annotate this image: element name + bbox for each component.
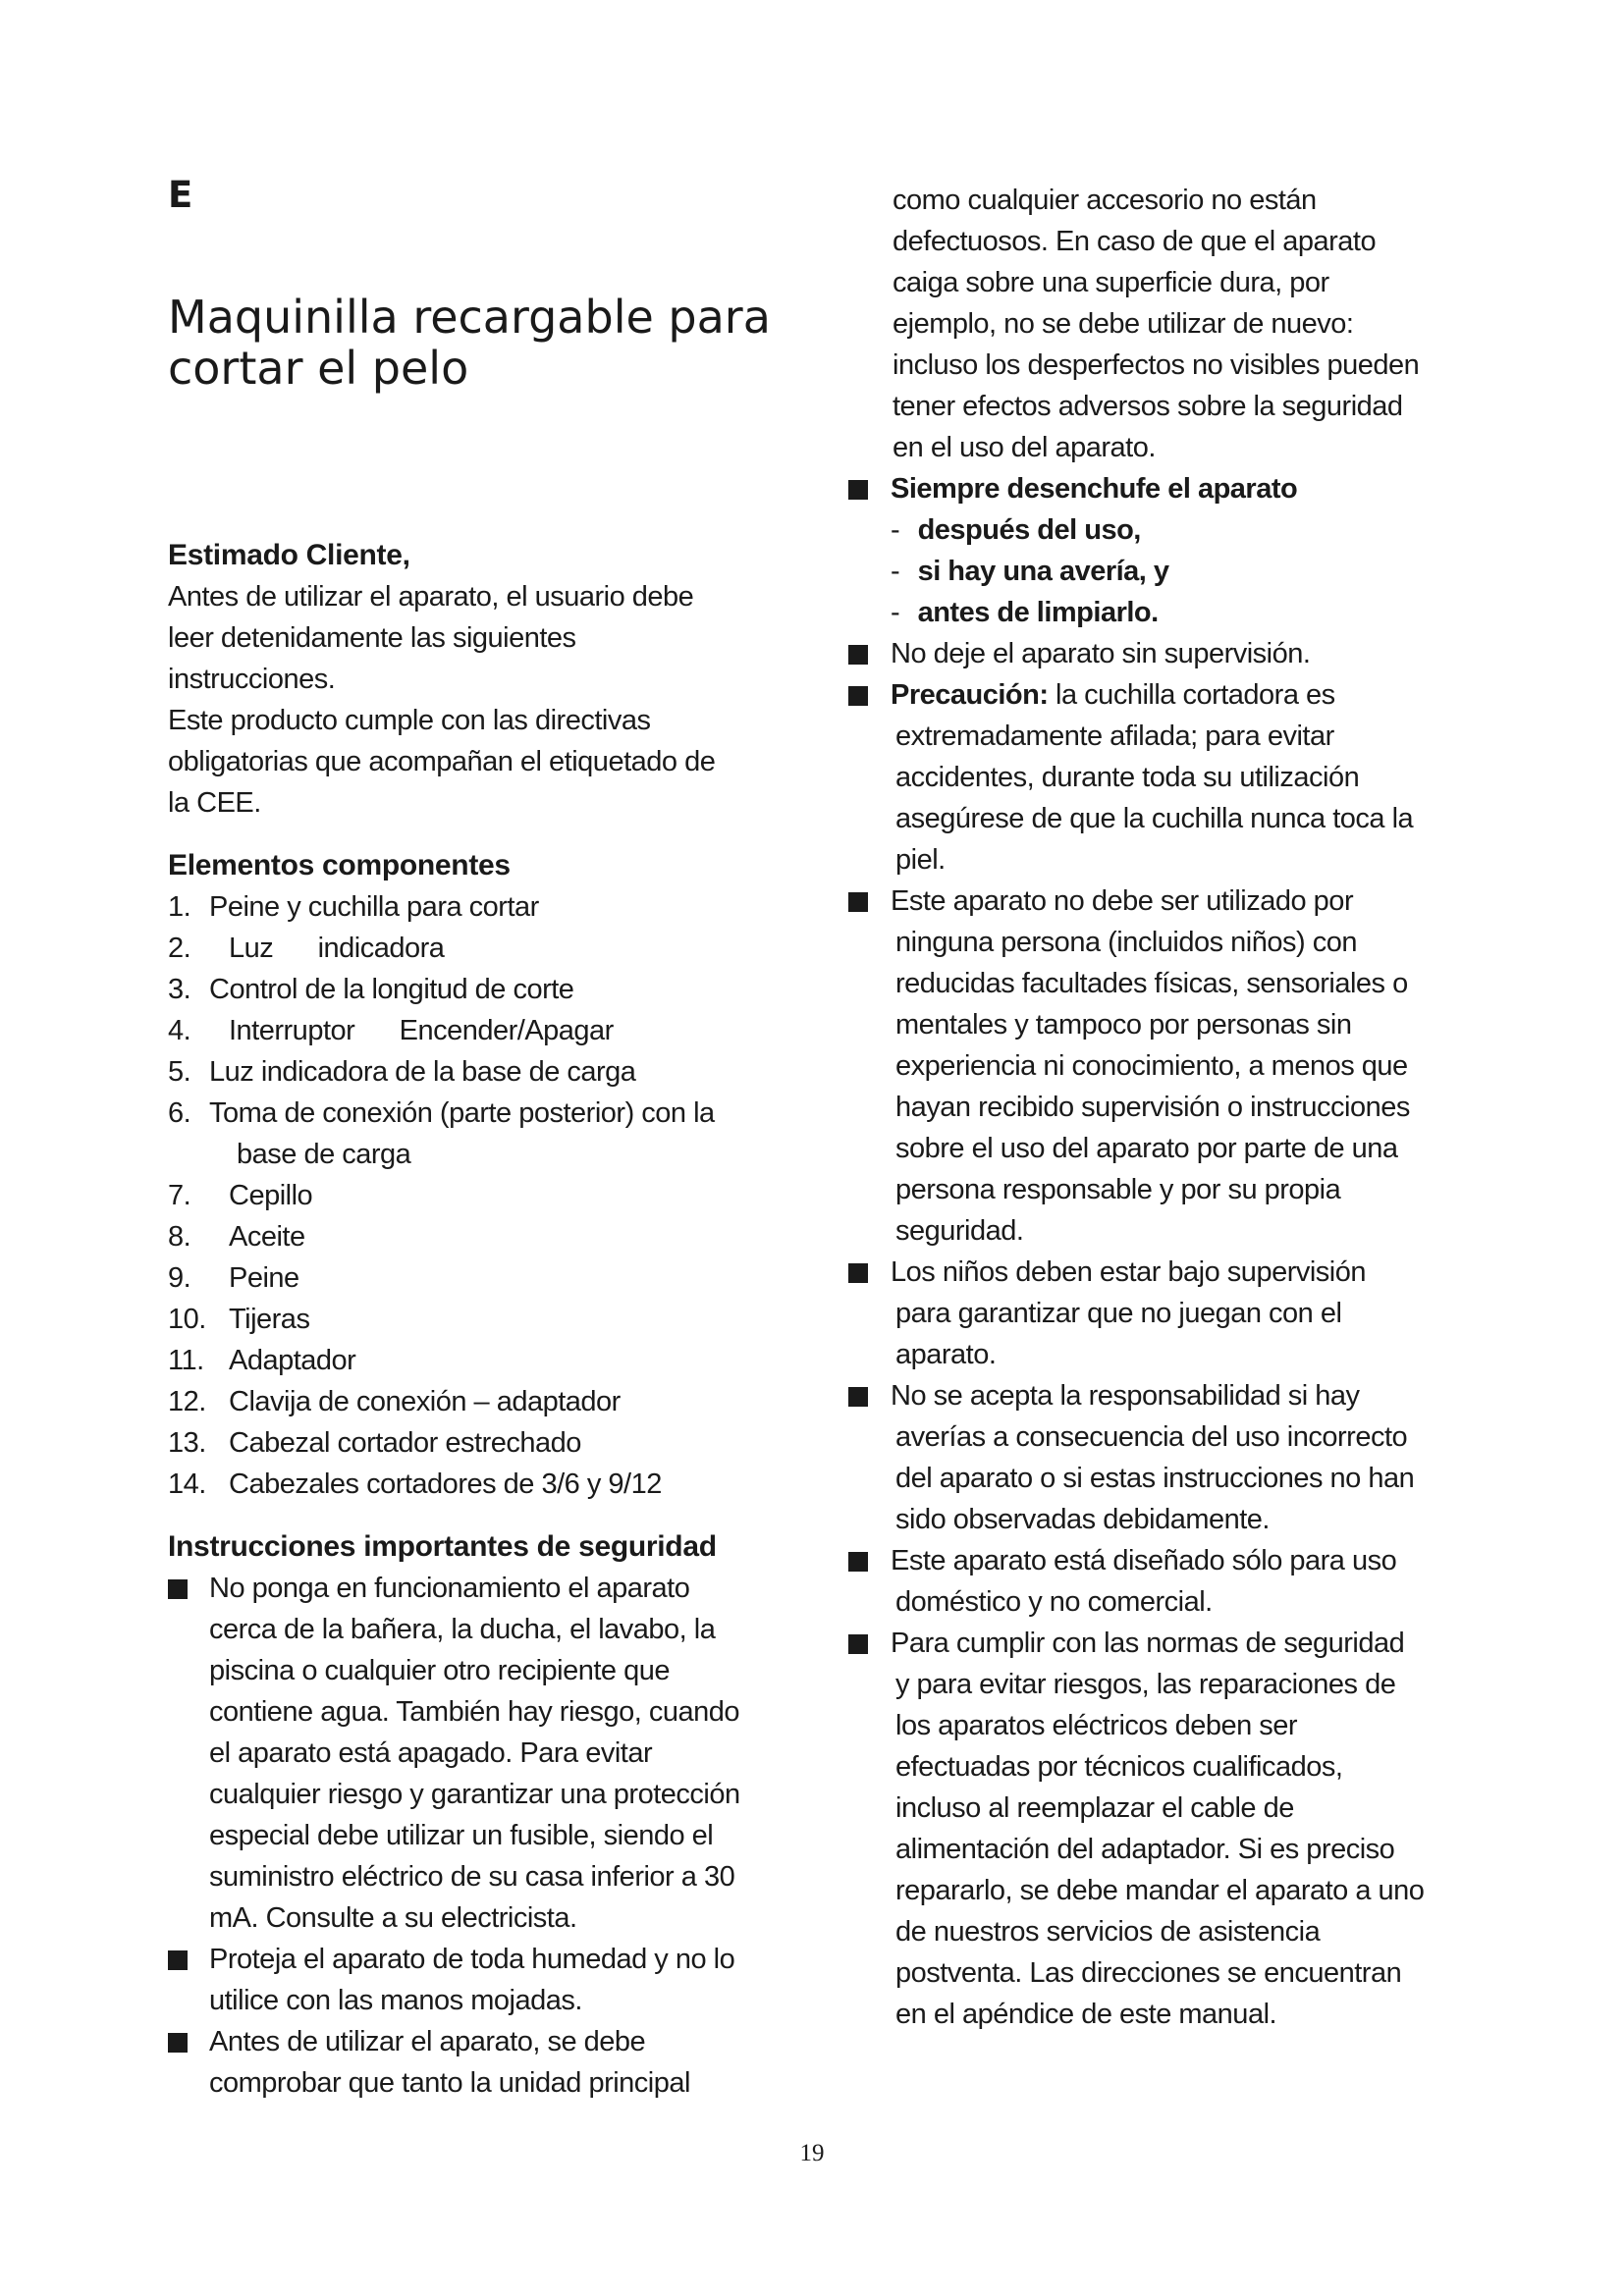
- text-line: extremadamente afilada; para evitar: [895, 721, 1334, 752]
- text-line: postventa. Las direcciones se encuentran: [895, 1957, 1402, 1989]
- text-line: instrucciones.: [168, 664, 336, 695]
- text-line: del aparato o si estas instrucciones no han: [895, 1463, 1415, 1494]
- item-number: 5.: [168, 1056, 191, 1088]
- item-number: 1.: [168, 891, 191, 923]
- text-line: la cuchilla cortadora es: [1048, 679, 1335, 711]
- component-item: [168, 1216, 796, 1257]
- bullet-square-icon: [848, 1263, 868, 1283]
- item-text: Luz indicadora: [229, 933, 445, 964]
- item-number: 3.: [168, 974, 191, 1005]
- text-line: Antes de utilizar el aparato, se debe: [209, 2026, 646, 2057]
- item-number: 4.: [168, 1015, 191, 1046]
- text-line: comprobar que tanto la unidad principal: [209, 2067, 690, 2099]
- sub-item-text: antes de limpiarlo.: [917, 597, 1159, 628]
- bullet-square-icon: [848, 480, 868, 500]
- text-line: aparato.: [895, 1339, 997, 1370]
- component-item: [168, 1175, 796, 1216]
- text-line: cualquier riesgo y garantizar una protección: [209, 1779, 740, 1810]
- text-line: persona responsable y por su propia: [895, 1174, 1341, 1205]
- text-line: para garantizar que no juegan con el: [895, 1298, 1342, 1329]
- component-item: [168, 1257, 796, 1299]
- text-line: de nuestros servicios de asistencia: [895, 1916, 1321, 1948]
- text-line: y para evitar riesgos, las reparaciones de: [895, 1669, 1396, 1700]
- item-text: Luz indicadora de la base de carga: [209, 1056, 636, 1088]
- text-line: accidentes, durante toda su utilización: [895, 762, 1360, 793]
- item-number: 14.: [168, 1468, 206, 1500]
- components-heading: Elementos componentes: [168, 849, 511, 881]
- text-line: defectuosos. En caso de que el aparato: [893, 226, 1377, 257]
- title-line: Maquinilla recargable para: [168, 291, 771, 344]
- text-line: obligatorias que acompañan el etiquetado de: [168, 746, 716, 777]
- right-column: [842, 180, 1481, 2035]
- sub-item: - antes de limpiarlo.: [891, 597, 1159, 628]
- text-line: incluso al reemplazar el cable de: [895, 1792, 1294, 1824]
- text-line: efectuadas por técnicos cualificados,: [895, 1751, 1343, 1783]
- text-line: como cualquier accesorio no están: [893, 185, 1317, 216]
- bullet-square-icon: [848, 1387, 868, 1407]
- component-item: [168, 1340, 796, 1381]
- safety-item: [168, 2021, 796, 2104]
- text-line: sido observadas debidamente.: [895, 1504, 1270, 1535]
- item-number: 11.: [168, 1345, 204, 1376]
- text-line: mentales y tampoco por personas sin: [895, 1009, 1352, 1041]
- component-item: [168, 1051, 796, 1093]
- item-line: Toma de conexión (parte posterior) con la: [209, 1097, 715, 1129]
- bullet-square-icon: [848, 1634, 868, 1654]
- text-line: piel.: [895, 844, 946, 876]
- safety-item: [842, 1375, 1481, 1540]
- item-text: Control de la longitud de corte: [209, 974, 574, 1005]
- component-item: [168, 1422, 796, 1464]
- customer-paragraph: [168, 576, 796, 824]
- item-text: Aceite: [229, 1221, 305, 1253]
- text-line: en el apéndice de este manual.: [895, 1999, 1277, 2030]
- component-item: [168, 1464, 796, 1505]
- text-line: especial debe utilizar un fusible, siendo el: [209, 1820, 714, 1851]
- safety-heading: Instrucciones importantes de seguridad: [168, 1530, 717, 1563]
- component-item: [168, 1381, 796, 1422]
- text-line: suministro eléctrico de su casa inferior a 30: [209, 1861, 735, 1893]
- text-line: caiga sobre una superficie dura, por: [893, 267, 1329, 298]
- bullet-square-icon: [848, 686, 868, 706]
- text-line: Siempre desenchufe el aparato: [891, 473, 1298, 505]
- text-line: averías a consecuencia del uso incorrecto: [895, 1421, 1408, 1453]
- components-list: [168, 886, 796, 1505]
- text-line: utilice con las manos mojadas.: [209, 1985, 582, 2016]
- text-line: seguridad.: [895, 1215, 1024, 1247]
- text-line: los aparatos eléctricos deben ser: [895, 1710, 1298, 1741]
- page-title: [168, 292, 796, 394]
- safety-item-unplug: [842, 468, 1481, 633]
- text-line: experiencia ni conocimiento, a menos que: [895, 1050, 1408, 1082]
- component-item: [168, 969, 796, 1010]
- bullet-square-icon: [848, 645, 868, 665]
- sub-item-text: después del uso,: [917, 514, 1141, 546]
- component-item: [168, 1010, 796, 1051]
- language-code: E: [168, 174, 193, 216]
- bullet-square-icon: [168, 1579, 188, 1599]
- sub-item-text: si hay una avería, y: [917, 556, 1169, 587]
- precaution-label: Precaución:: [891, 679, 1049, 711]
- text-line: en el uso del aparato.: [893, 432, 1156, 463]
- text-line: incluso los desperfectos no visibles pueden: [893, 349, 1420, 381]
- text-line: Este aparato está diseñado sólo para uso: [891, 1545, 1397, 1576]
- item-number: 9.: [168, 1262, 191, 1294]
- safety-item: [842, 881, 1481, 1252]
- title-line: cortar el pelo: [168, 342, 469, 395]
- item-number: 6.: [168, 1097, 191, 1129]
- text-line: el aparato está apagado. Para evitar: [209, 1737, 653, 1769]
- item-number: 12.: [168, 1386, 206, 1417]
- component-item: [168, 1299, 796, 1340]
- item-text: Tijeras: [229, 1304, 310, 1335]
- text-line: Proteja el aparato de toda humedad y no lo: [209, 1944, 735, 1975]
- text-line: piscina o cualquier otro recipiente que: [209, 1655, 670, 1686]
- text-line: repararlo, se debe mandar el aparato a uno: [895, 1875, 1425, 1906]
- text-line: No ponga en funcionamiento el aparato: [209, 1573, 690, 1604]
- safety-item-precaution: [842, 674, 1481, 881]
- item-text: Cabezales cortadores de 3/6 y 9/12: [229, 1468, 662, 1500]
- unplug-sublist: [891, 509, 1481, 633]
- item-number: 10.: [168, 1304, 206, 1335]
- text-line: cerca de la bañera, la ducha, el lavabo, la: [209, 1614, 716, 1645]
- safety-item: [842, 633, 1481, 674]
- item-number: 8.: [168, 1221, 191, 1253]
- item-text: Cepillo: [229, 1180, 313, 1211]
- text-line: Antes de utilizar el aparato, el usuario debe: [168, 581, 694, 613]
- item-number: 7.: [168, 1180, 191, 1211]
- item-text: Interruptor Encender/Apagar: [229, 1015, 614, 1046]
- text-line: la CEE.: [168, 787, 261, 819]
- safety-list-left: [168, 1568, 796, 2104]
- text-line: Este producto cumple con las directivas: [168, 705, 651, 736]
- bullet-square-icon: [848, 892, 868, 912]
- safety-item: [842, 1623, 1481, 2035]
- text-line: sobre el uso del aparato por parte de una: [895, 1133, 1398, 1164]
- item-text: Peine: [229, 1262, 299, 1294]
- page-number: 19: [799, 2140, 825, 2166]
- text-line: Para cumplir con las normas de seguridad: [891, 1628, 1405, 1659]
- continued-paragraph: [842, 180, 1481, 468]
- text-line: Este aparato no debe ser utilizado por: [891, 885, 1354, 917]
- item-text: Clavija de conexión – adaptador: [229, 1386, 621, 1417]
- text-line: ninguna persona (incluidos niños) con: [895, 927, 1357, 958]
- component-item: [168, 886, 796, 928]
- bullet-square-icon: [168, 2033, 188, 2053]
- text-line: ejemplo, no se debe utilizar de nuevo:: [893, 308, 1354, 340]
- item-number: 13.: [168, 1427, 206, 1459]
- safety-item: [842, 1540, 1481, 1623]
- sub-item: - si hay una avería, y: [891, 556, 1169, 587]
- safety-list-right: [842, 468, 1481, 2035]
- item-text: Cabezal cortador estrechado: [229, 1427, 581, 1459]
- item-text: [209, 1093, 715, 1175]
- item-line: base de carga: [237, 1139, 411, 1170]
- sub-item: - después del uso,: [891, 514, 1141, 546]
- text-line: No se acepta la responsabilidad si hay: [891, 1380, 1360, 1412]
- component-item: [168, 1093, 796, 1175]
- component-item: [168, 928, 796, 969]
- customer-heading: Estimado Cliente,: [168, 539, 410, 571]
- text-line: tener efectos adversos sobre la seguridad: [893, 391, 1403, 422]
- safety-item: [168, 1939, 796, 2021]
- bullet-square-icon: [168, 1950, 188, 1970]
- text-line: asegúrese de que la cuchilla nunca toca la: [895, 803, 1414, 834]
- text-line: reducidas facultades físicas, sensoriales o: [895, 968, 1408, 999]
- text-line: hayan recibido supervisión o instrucciones: [895, 1092, 1410, 1123]
- safety-item: [168, 1568, 796, 1939]
- item-text: Adaptador: [229, 1345, 356, 1376]
- text-line: contiene agua. También hay riesgo, cuando: [209, 1696, 740, 1728]
- bullet-square-icon: [848, 1552, 868, 1572]
- text-line: doméstico y no comercial.: [895, 1586, 1213, 1618]
- text-line: leer detenidamente las siguientes: [168, 622, 576, 654]
- safety-item: [842, 1252, 1481, 1375]
- text-line: alimentación del adaptador. Si es preciso: [895, 1834, 1395, 1865]
- item-text: Peine y cuchilla para cortar: [209, 891, 539, 923]
- left-column: [168, 174, 796, 2104]
- text-line: mA. Consulte a su electricista.: [209, 1902, 577, 1934]
- text-line: Los niños deben estar bajo supervisión: [891, 1256, 1366, 1288]
- item-number: 2.: [168, 933, 191, 964]
- text-line: No deje el aparato sin supervisión.: [891, 638, 1311, 669]
